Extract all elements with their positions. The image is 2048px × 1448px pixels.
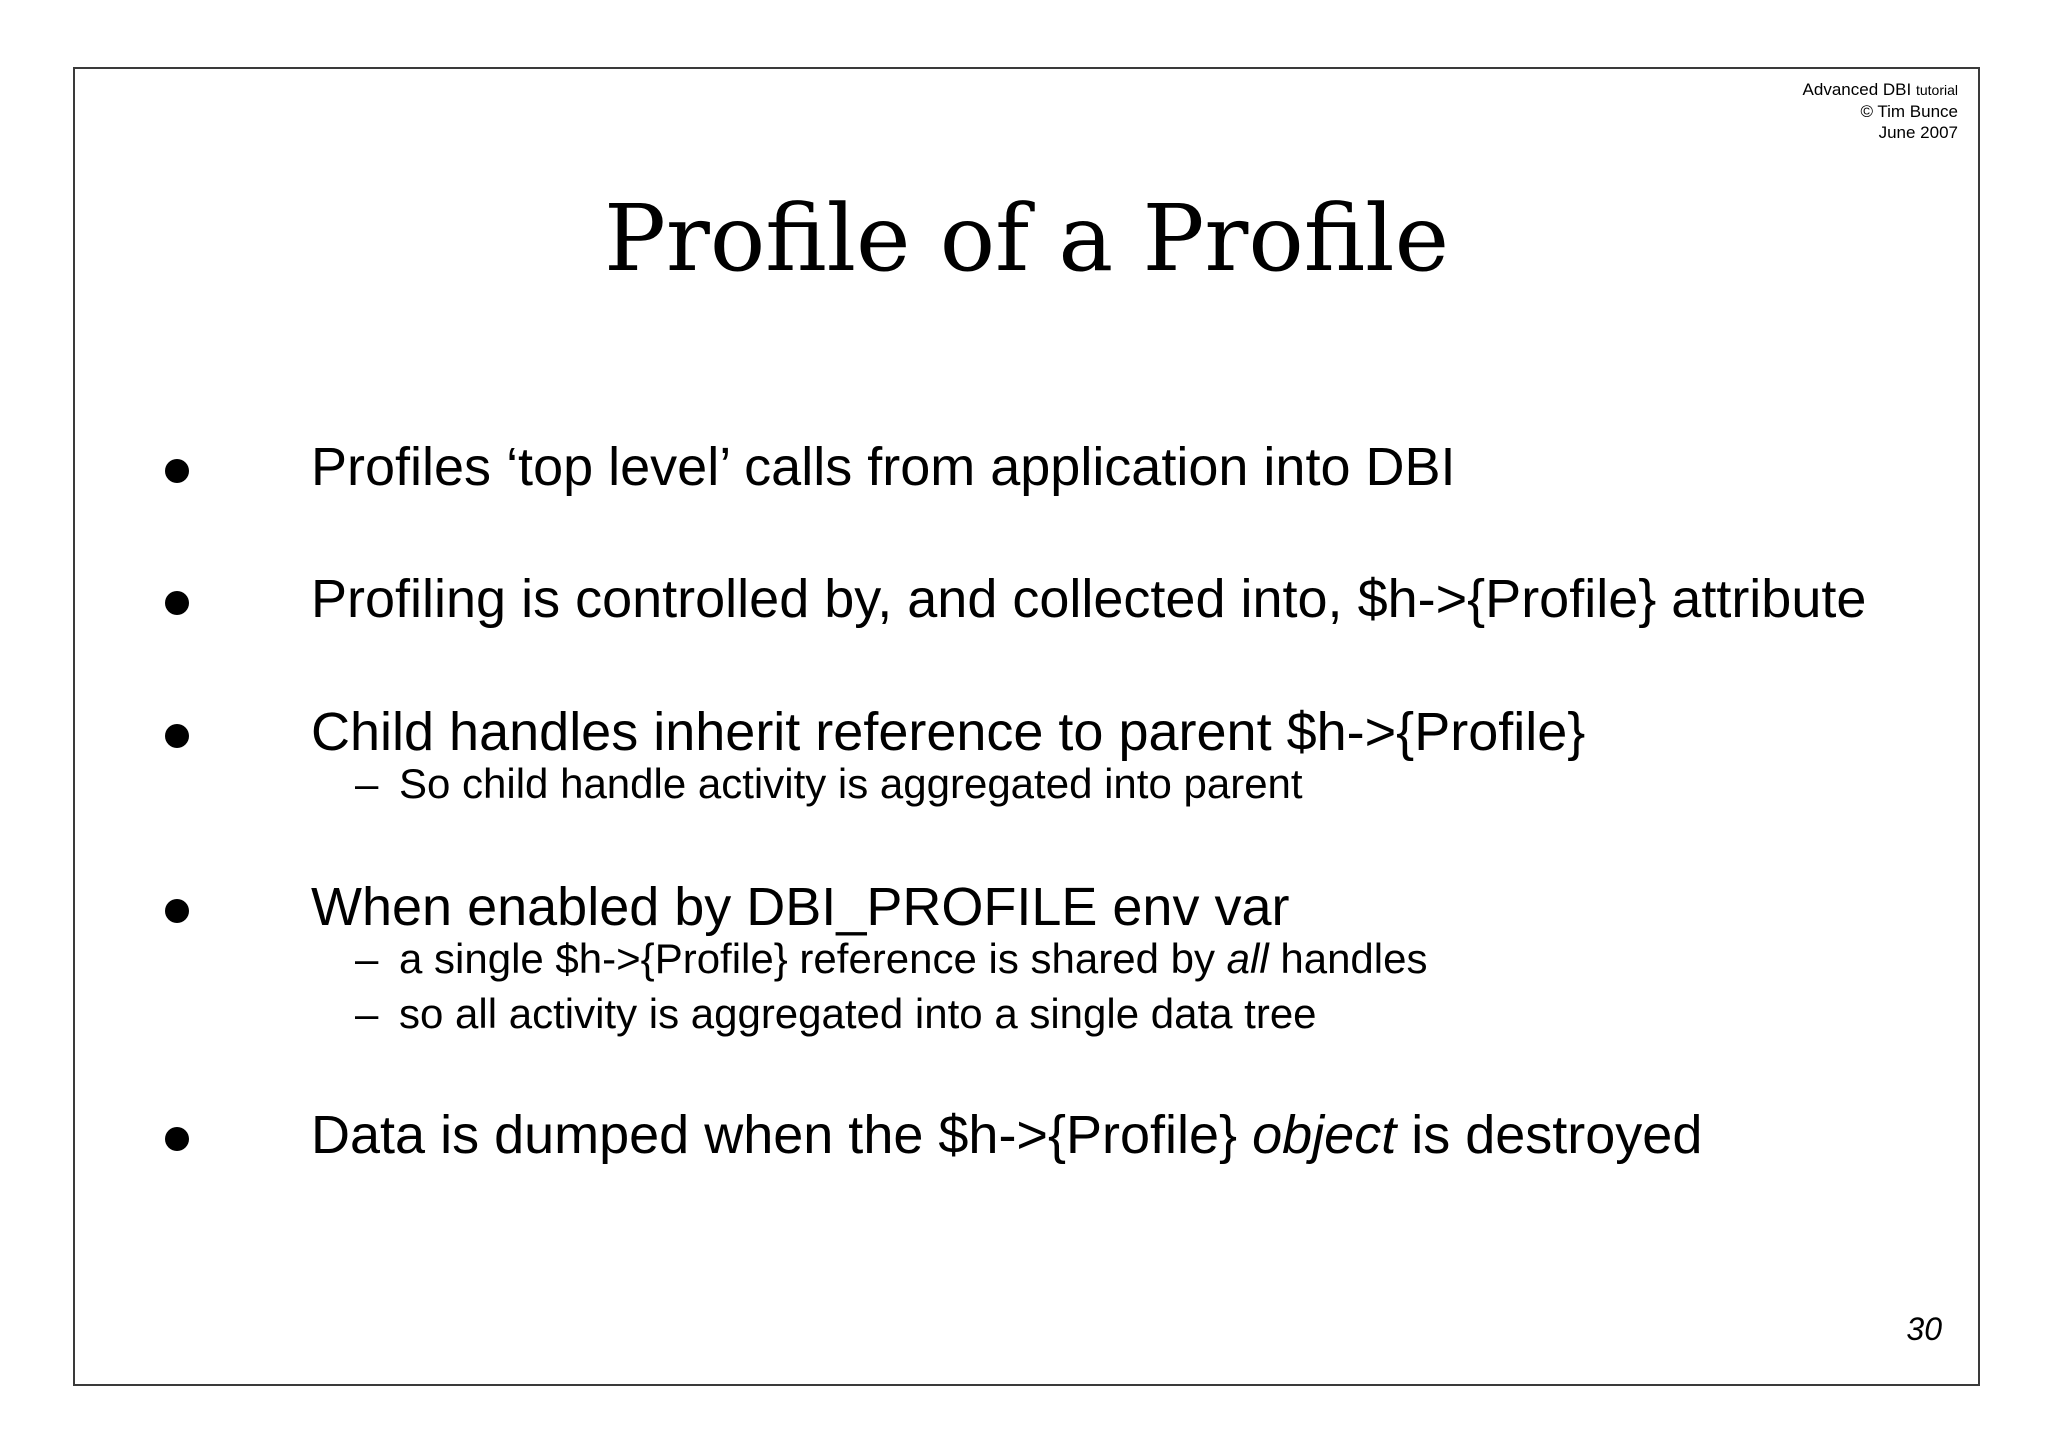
- bullet-text-before: Data is dumped when the $h->{Profile}: [311, 1105, 1253, 1165]
- header-title-suffix: tutorial: [1915, 82, 1958, 98]
- header-info: [1803, 79, 1958, 143]
- sub-item-text-after: handles: [1268, 935, 1428, 982]
- sub-item-text: so all activity is aggregated into a single data tree: [399, 990, 1317, 1037]
- bullet-text: [311, 1103, 1702, 1167]
- bullet-dot-icon: [165, 1127, 189, 1151]
- sub-item: [355, 931, 1427, 986]
- dash-marker-icon: –: [355, 935, 379, 982]
- sub-item-emphasis: all: [1226, 935, 1269, 982]
- bullet-text: Child handles inherit reference to parent $h->{Profile}: [311, 702, 1586, 762]
- sub-item: [355, 756, 1303, 811]
- sub-list: [355, 931, 1427, 1041]
- page-number: 30: [1906, 1311, 1942, 1347]
- bullet-text: Profiling is controlled by, and collected into, $h->{Profile} attribute: [311, 569, 1867, 629]
- header-line-1: [1803, 79, 1958, 101]
- sub-list: [355, 756, 1303, 811]
- header-date: June 2007: [1878, 123, 1958, 142]
- bullet-text: When enabled by DBI_PROFILE env var: [311, 877, 1290, 937]
- dash-marker-icon: –: [355, 760, 379, 807]
- bullet-dot-icon: [165, 459, 189, 483]
- header-author: © Tim Bunce: [1860, 102, 1958, 121]
- sub-item-text: So child handle activity is aggregated into parent: [399, 760, 1303, 807]
- sub-item: [355, 986, 1427, 1041]
- dash-marker-icon: –: [355, 990, 379, 1037]
- bullet-emphasis: object: [1252, 1105, 1397, 1165]
- bullet-dot-icon: [165, 899, 189, 923]
- sub-item-text-before: a single $h->{Profile} reference is shared by: [399, 935, 1227, 982]
- slide-title: Profile of a Profile: [603, 185, 1450, 292]
- bullet-dot-icon: [165, 724, 189, 748]
- bullet-dot-icon: [165, 591, 189, 615]
- header-title: Advanced DBI: [1802, 80, 1912, 99]
- bullet-text-after: is destroyed: [1396, 1105, 1703, 1165]
- slide-frame: [73, 67, 1980, 1386]
- bullet-text: Profiles ‘top level’ calls from application into DBI: [311, 437, 1456, 497]
